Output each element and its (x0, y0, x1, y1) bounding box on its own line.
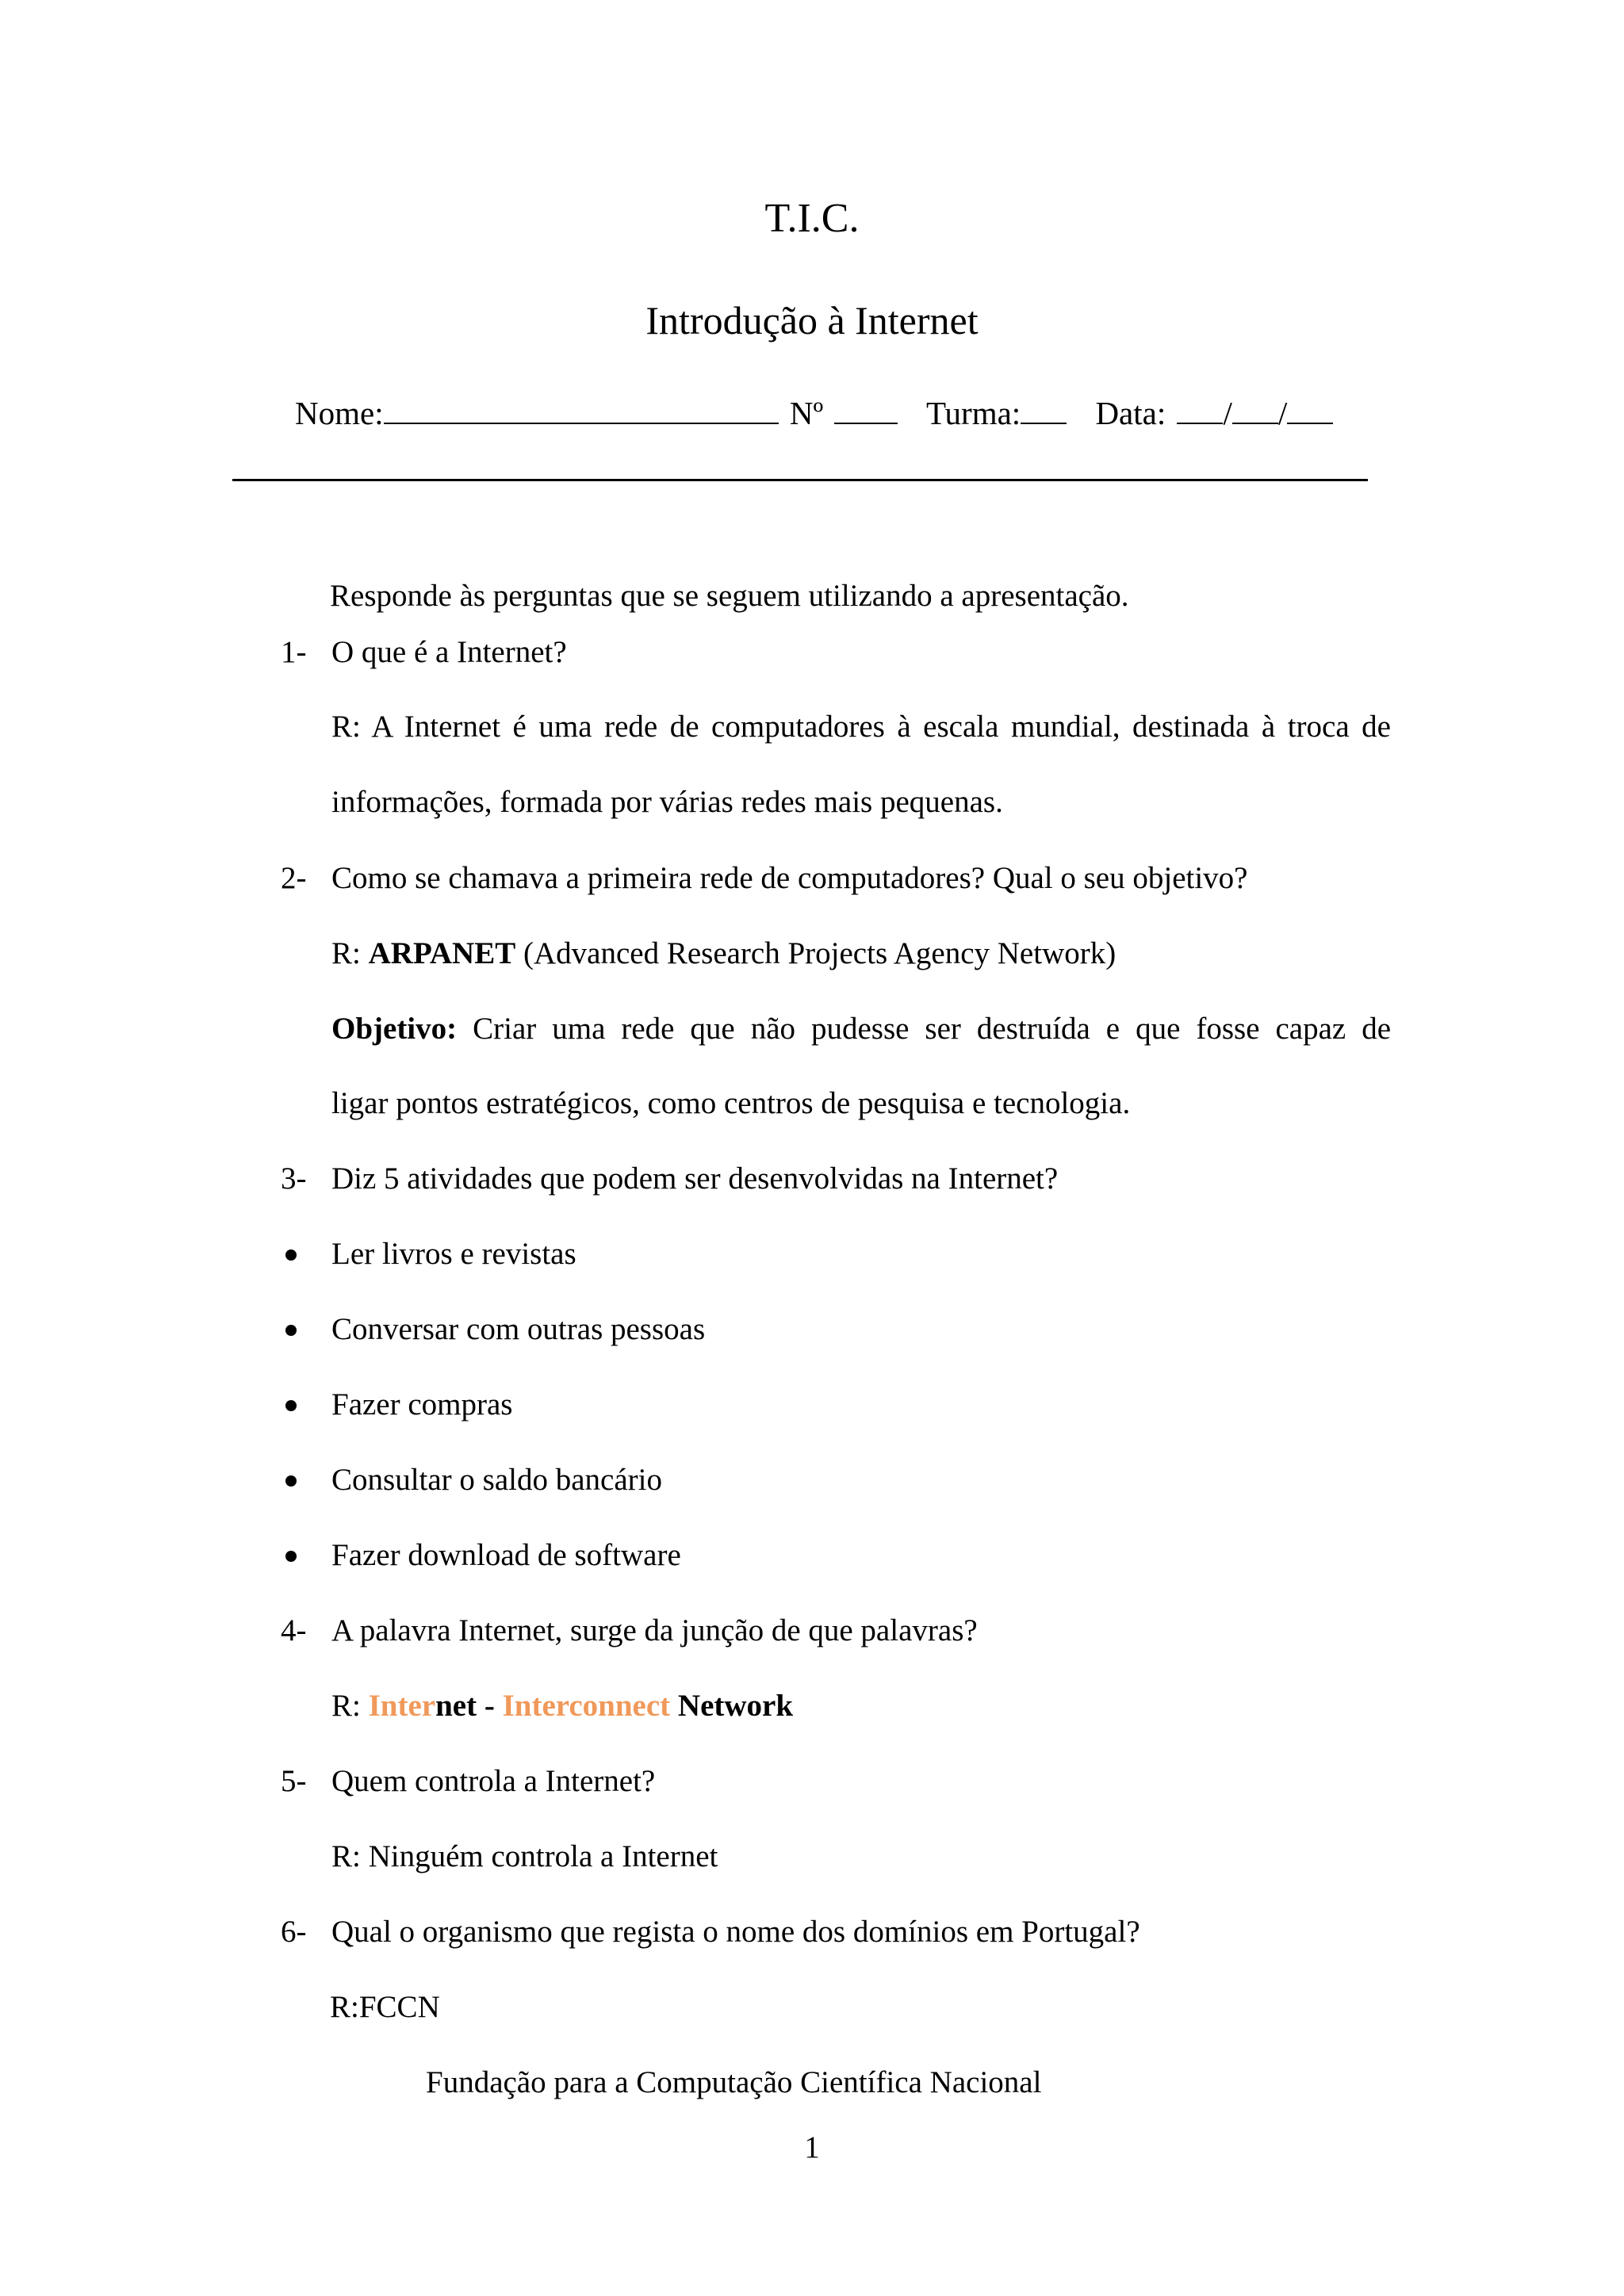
objective-line-2: ligar pontos estratégicos, como centros de pesquisa e tecnologia. (331, 1086, 1131, 1120)
arpanet-expansion: (Advanced Research Projects Agency Network) (523, 936, 1116, 970)
bullet-icon (285, 1249, 297, 1261)
answer-prefix: R: (331, 1689, 361, 1723)
answer-prefix: R: (331, 936, 361, 970)
bullet-icon (285, 1325, 297, 1336)
question-number: 4- (281, 1613, 307, 1647)
document-title: T.I.C. (764, 196, 860, 241)
question-6: Qual o organismo que regista o nome dos domínios em Portugal? (331, 1915, 1140, 1949)
list-item: Conversar com outras pessoas (331, 1312, 706, 1346)
number-label: Nº (789, 395, 824, 431)
question-number: 6- (281, 1915, 307, 1949)
arpanet-term: ARPANET (368, 936, 516, 970)
question-number: 1- (281, 635, 307, 669)
objective-line-1 (331, 1010, 1391, 1048)
objective-label: Objetivo: (331, 1012, 458, 1046)
date-label: Data: (1095, 395, 1166, 431)
name-label: Nome: (295, 395, 384, 431)
interconnect-highlight: Interconnect (502, 1689, 671, 1723)
answer-4 (331, 1687, 793, 1725)
number-blank (834, 394, 898, 424)
list-item: Consultar o saldo bancário (331, 1463, 662, 1497)
answer-2 (331, 935, 1116, 973)
answer-5: R: Ninguém controla a Internet (331, 1839, 718, 1873)
net-part: net (435, 1689, 477, 1723)
question-4: A palavra Internet, surge da junção de que palavras? (331, 1613, 978, 1647)
list-item: Ler livros e revistas (331, 1237, 576, 1271)
bullet-icon (285, 1475, 297, 1487)
student-id-line (295, 393, 1336, 433)
date-separator: / (1223, 395, 1232, 431)
question-2: Como se chamava a primeira rede de computadores? Qual o seu objetivo? (331, 861, 1248, 895)
class-blank (1021, 394, 1067, 424)
name-blank (384, 394, 779, 424)
question-number: 5- (281, 1764, 307, 1798)
dash: - (484, 1689, 495, 1723)
network-part: Network (677, 1689, 794, 1723)
list-item: Fazer download de software (331, 1538, 681, 1572)
answer-1-line-1: R: A Internet é uma rede de computadores à escala mundial, destinada à troca de (331, 710, 1391, 744)
date-year-blank (1287, 394, 1333, 424)
date-month-blank (1232, 394, 1278, 424)
answer-6: R:FCCN (330, 1990, 440, 2024)
header-divider (232, 479, 1368, 481)
question-3: Diz 5 atividades que podem ser desenvolvidas na Internet? (331, 1161, 1059, 1196)
page-number: 1 (804, 2130, 820, 2164)
question-number: 2- (281, 861, 307, 895)
date-separator: / (1277, 395, 1288, 431)
fccn-expansion: Fundação para a Computação Científica Nacional (426, 2065, 1042, 2099)
bullet-icon (285, 1400, 297, 1411)
objective-text: Criar uma rede que não pudesse ser destruída e que fosse capaz de (473, 1012, 1392, 1046)
instructions: Responde às perguntas que se seguem utilizando a apresentação. (330, 579, 1129, 613)
answer-1-line-2: informações, formada por várias redes mais pequenas. (331, 785, 1003, 819)
class-label: Turma: (925, 395, 1021, 431)
bullet-icon (285, 1551, 297, 1562)
question-1: O que é a Internet? (331, 635, 567, 669)
list-item: Fazer compras (331, 1387, 513, 1422)
document-subtitle: Introdução à Internet (645, 298, 979, 342)
date-day-blank (1177, 394, 1223, 424)
inter-highlight: Inter (368, 1689, 436, 1723)
question-number: 3- (281, 1161, 307, 1196)
question-5: Quem controla a Internet? (331, 1764, 656, 1798)
